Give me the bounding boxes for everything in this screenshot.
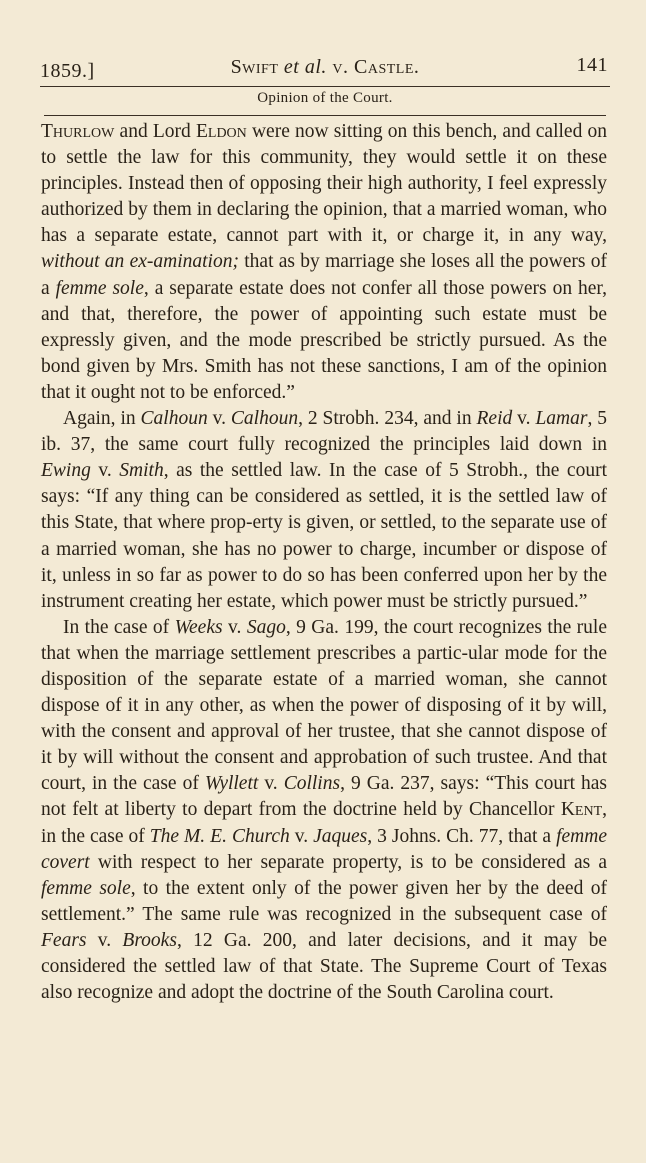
paragraph (41, 119, 607, 406)
text-run: , to the extent only of the power given her by the deed of settlement.” The same rule was recognized in the subsequent case of (41, 877, 607, 925)
text-run: , 3 Johns. Ch. 77, that a (367, 825, 557, 847)
italic-run: Collins (283, 773, 341, 795)
small-caps-run: Kent (560, 799, 603, 821)
italic-run: femme sole (55, 277, 144, 299)
italic-run: Calhoun (140, 408, 208, 430)
subheader-rule (44, 115, 606, 116)
text-run: In the case of (63, 616, 175, 638)
italic-run: Ewing (41, 460, 91, 482)
case-title-etal: et al. (283, 56, 327, 78)
text-run: , a separate estate does not confer all those powers on her, and that, therefore, the power of appointing such estate must be expressly given, and the mode prescribed be strictly pursued. As the bond given by Mrs. Smith has not these sanctions, I am of the opinion that it ought not to be enforced.” (41, 277, 608, 403)
italic-run: femme covert (41, 825, 607, 873)
italic-run: Brooks (122, 929, 177, 951)
text-run: v. (289, 825, 314, 847)
italic-run: without an ex-amination; (41, 251, 239, 273)
italic-run: Wyllett (204, 773, 259, 795)
text-run: v. (207, 408, 231, 430)
text-run: , as the settled law. In the case of 5 Strobh., the court says: “If any thing can be considered as settled, it is the settled law of this State, that where prop-erty is given, or settled, to the separate use of a married woman, she has no power to charge, incumber or dispose of it, unless in so far as power to do so has been conferred upon her by the instrument creating her estate, which power must be strictly pursued.” (41, 460, 607, 612)
text-run: that as by marriage she loses all the powers of a (41, 251, 607, 299)
text-run: v. (512, 408, 536, 430)
italic-run: Smith (119, 460, 164, 482)
paragraph (41, 406, 607, 615)
text-run: with respect to her separate property, is to be considered as a (89, 851, 607, 873)
case-title-prefix: Swift (230, 56, 279, 78)
italic-run: The M. E. Church (149, 825, 290, 847)
italic-run: Weeks (174, 616, 223, 638)
paragraph (41, 615, 607, 1006)
text-run: , 2 Strobh. 234, and in (298, 408, 477, 430)
text-run: v. (258, 773, 284, 795)
text-run: Again, in (63, 408, 141, 430)
case-title (40, 56, 610, 79)
text-run: , 9 Ga. 237, says: “This court has not felt at liberty to depart from the doctrine held by Chancellor (41, 773, 608, 821)
text-run: , in the case of (41, 799, 607, 847)
text-run: , 5 ib. 37, the same court fully recognized the principles laid down in (41, 408, 608, 456)
italic-run: Sago (246, 616, 286, 638)
header-rule (40, 86, 610, 87)
italic-run: Fears (41, 929, 87, 951)
text-run: v. (86, 929, 123, 951)
text-run: , 12 Ga. 200, and later decisions, and it may be considered the settled law of that State. The Supreme Court of Texas also recognize and adopt the doctrine of the South Carolina court. (41, 929, 607, 1004)
small-caps-run: Eldon (195, 121, 247, 142)
year-label: 1859.] (40, 60, 95, 82)
text-run: v. (90, 460, 120, 482)
opinion-body (41, 119, 607, 1006)
text-run: v. (222, 616, 247, 638)
italic-run: Lamar (535, 408, 588, 430)
page-number: 141 (576, 54, 608, 76)
case-title-suffix: v. Castle. (332, 56, 420, 78)
italic-run: Calhoun (230, 408, 299, 430)
text-run: and Lord (114, 121, 196, 142)
italic-run: Reid (476, 408, 513, 430)
italic-run: Jaques (313, 825, 368, 847)
italic-run: femme sole (41, 877, 131, 899)
text-run: , 9 Ga. 199, the court recognizes the rule that when the marriage settlement prescribes a partic-ular mode for the disposition of the separate estate of a married woman, she cannot dispose of it in any other, as when the power of disposing of it by will, with the consent and approval of her trustee, that she cannot dispose of it by will without the consent and approbation of such trustee. And that court, in the case of (41, 616, 607, 795)
text-run: were now sitting on this bench, and called on to settle the law for this community, they would settle it on these principles. Instead then of opposing their high authority, I feel expressly authorized by them in declaring the opinion, that a married woman, who has a separate estate, cannot part with it, or charge it, in any way, (41, 121, 607, 247)
section-subheader: Opinion of the Court. (257, 90, 393, 106)
running-header (40, 54, 610, 84)
small-caps-run: Thurlow (41, 121, 115, 142)
